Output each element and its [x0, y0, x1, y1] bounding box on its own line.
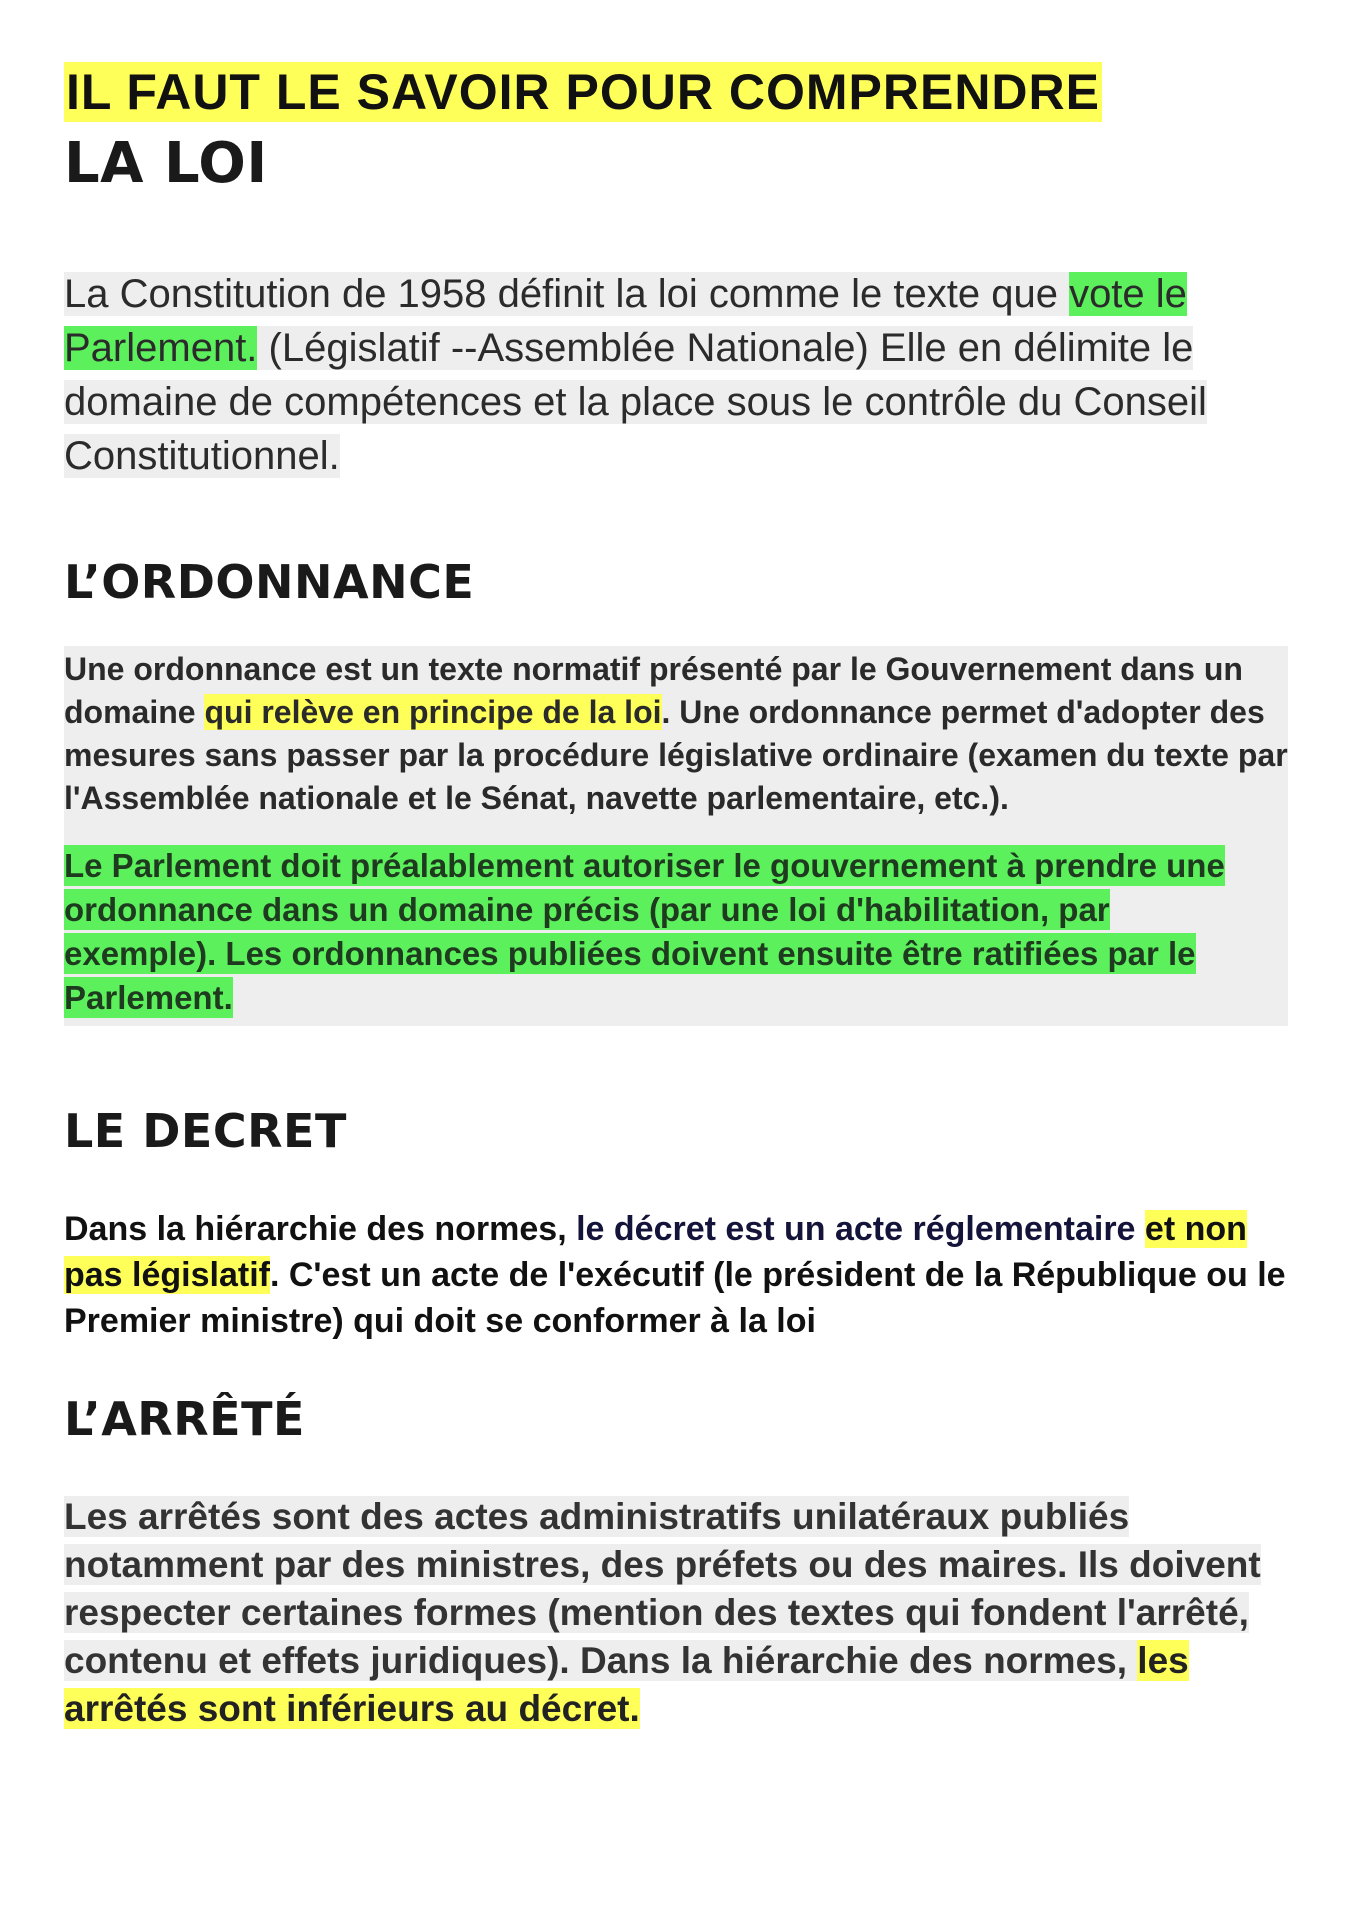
ordonnance-p2-highlight: Le Parlement doit préalablement autoriser le gouvernement à prendre une ordonnance dans un domaine précis (par une loi d'habilitation, par exemple). Les ordonnances publiées doivent ensuite être ratifiées par le Parlement. [64, 847, 1225, 1017]
decret-text-1: Dans la hiérarchie des normes, [64, 1209, 577, 1248]
loi-text-2: (Législatif --Assemblée Nationale) Elle en délimite le domaine de compétences et la place sous le contrôle du Conseil Constitutionnel. [64, 326, 1207, 479]
ordonnance-block [64, 646, 1288, 1026]
loi-highlight: vote le Parlement. [64, 272, 1187, 371]
decret-highlight: et non pas législatif [64, 1209, 1247, 1294]
document-page [64, 62, 1294, 1733]
arrete-highlight: les arrêtés sont inférieurs au décret. [64, 1639, 1189, 1729]
section-title-ordonnance: L’ORDONNANCE [64, 555, 475, 610]
ordonnance-p1-highlight: qui relève en principe de la loi [204, 694, 662, 731]
section-title-decret: LE DECRET [64, 1104, 347, 1159]
paragraph-arrete [64, 1493, 1294, 1733]
section-arrete [64, 1392, 1294, 1733]
paragraph-decret [64, 1206, 1294, 1344]
decret-text-navy: le décret est un acte réglementaire [576, 1209, 1136, 1248]
ordonnance-p1-text-2: . Une ordonnance permet d'adopter des mesures sans passer par la procédure législative ordinaire (examen du texte par l'Assemblée nationale et le Sénat, navette parlementaire, etc.). [64, 694, 1288, 817]
section-decret [64, 1104, 1294, 1343]
decret-text-2: . C'est un acte de l'exécutif (le président de la République ou le Premier ministre) qui doit se conformer à la loi [64, 1255, 1286, 1340]
section-title-loi: LA LOI [64, 131, 268, 196]
arrete-text-1: Les arrêtés sont des actes administratifs unilatéraux publiés notamment par des ministres, des préfets ou des maires. Ils doivent respecter certaines formes (mention des textes qui fondent l'arrêté, contenu et effets juridiques). Dans la hiérarchie des normes, [64, 1495, 1261, 1681]
loi-text-1: La Constitution de 1958 définit la loi comme le texte que [64, 272, 1070, 317]
page-header [64, 62, 1294, 122]
decret-text-space [1135, 1210, 1144, 1248]
ordonnance-paragraph-2 [64, 844, 1254, 1020]
paragraph-loi [64, 267, 1289, 483]
section-ordonnance [64, 555, 1294, 1026]
ordonnance-p1-text-1: Une ordonnance est un texte normatif présenté par le Gouvernement dans un domaine [64, 651, 1243, 731]
header-title: IL FAUT LE SAVOIR POUR COMPRENDRE [66, 64, 1101, 120]
section-title-arrete: L’ARRÊTÉ [64, 1391, 305, 1446]
ordonnance-paragraph-1 [64, 648, 1288, 820]
section-loi [64, 130, 1294, 483]
